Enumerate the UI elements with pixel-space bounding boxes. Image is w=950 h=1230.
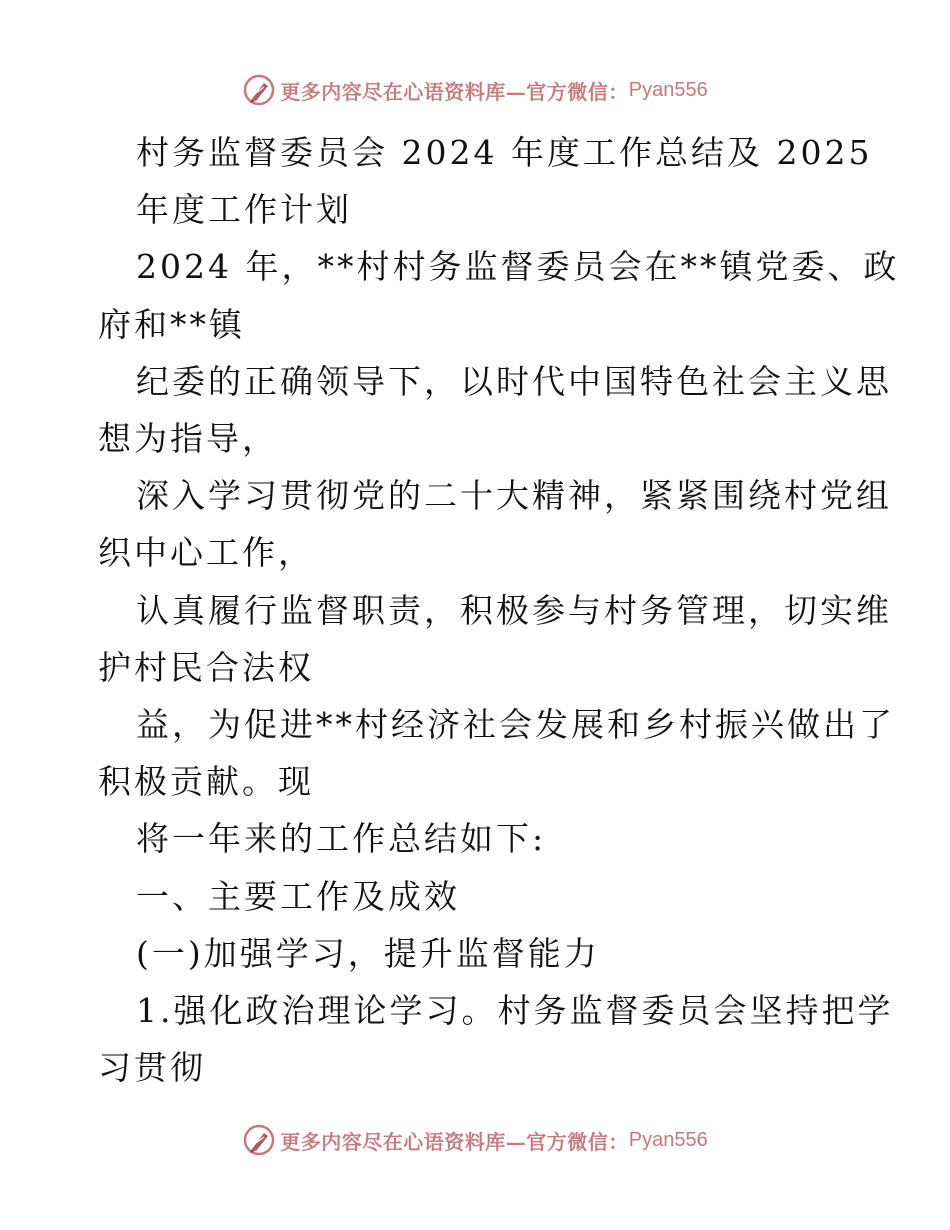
pen-feather-circle-icon xyxy=(242,73,276,107)
document-body xyxy=(98,124,900,1096)
banner-text: 更多内容尽在心语资料库—官方微信： xyxy=(280,79,629,104)
paragraph-line: 认真履行监督职责，积极参与村务管理，切实维 xyxy=(136,590,892,630)
paragraph-line: 府和**镇 xyxy=(98,304,245,344)
paragraph-line: 护村民合法权 xyxy=(98,647,314,687)
paragraph-line: 2024 年，**村村务监督委员会在**镇党委、政 xyxy=(136,247,900,287)
banner-wechat-id: Pyan556 xyxy=(628,78,708,101)
doc-title-line-1: 村务监督委员会 2024 年度工作总结及 2025 xyxy=(136,133,873,172)
footer-banner xyxy=(0,1120,950,1160)
paragraph-line: 积极贡献。现 xyxy=(98,762,314,802)
pen-feather-circle-icon xyxy=(242,1123,276,1157)
paragraph-line: 想为指导， xyxy=(98,419,278,459)
paragraph-line: 1.强化政治理论学习。村务监督委员会坚持把学 xyxy=(136,991,894,1031)
paragraph-line: 织中心工作， xyxy=(98,533,314,573)
doc-title-line-2: 年度工作计划 xyxy=(136,190,352,230)
banner-wechat-id: Pyan556 xyxy=(628,1128,708,1151)
paragraph-line: 深入学习贯彻党的二十大精神，紧紧围绕村党组 xyxy=(136,476,892,516)
paragraph-line: 习贯彻 xyxy=(98,1048,206,1088)
paragraph-line: 纪委的正确领导下，以时代中国特色社会主义思 xyxy=(136,361,892,401)
subsection-heading: (一)加强学习，提升监督能力 xyxy=(136,933,600,973)
header-banner xyxy=(0,70,950,110)
banner-text: 更多内容尽在心语资料库—官方微信： xyxy=(280,1129,629,1154)
section-heading: 一、主要工作及成效 xyxy=(136,876,460,916)
paragraph-line: 将一年来的工作总结如下: xyxy=(136,819,547,859)
paragraph-line: 益，为促进**村经济社会发展和乡村振兴做出了 xyxy=(136,705,895,745)
